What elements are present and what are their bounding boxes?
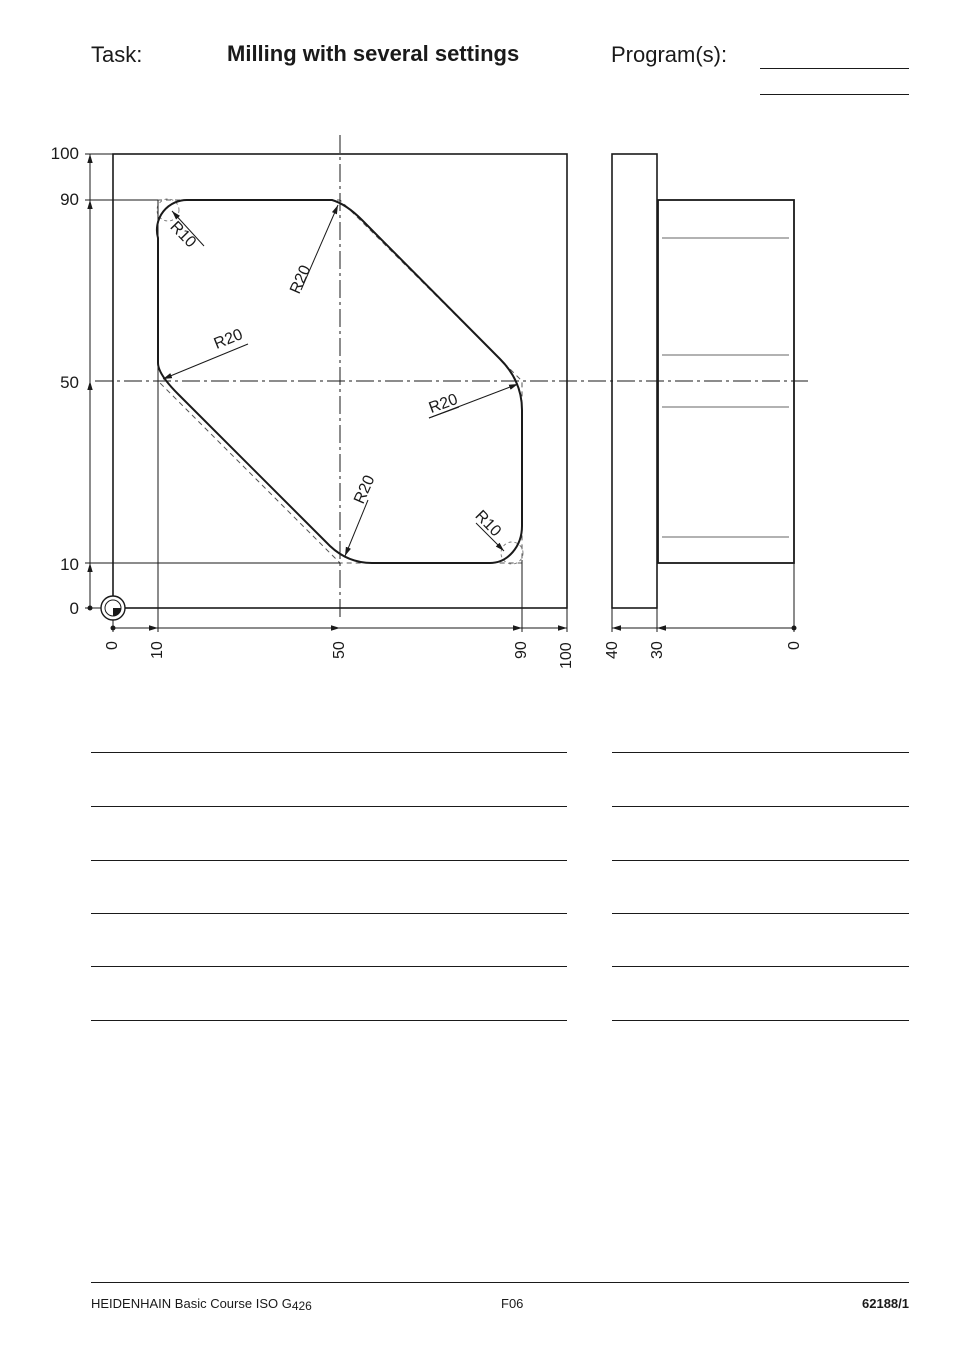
notes-line-left-6[interactable] [91, 1020, 567, 1021]
radius-label-r20-bottom: R20 [351, 472, 379, 507]
radius-label-r10-bottom: R10 [471, 507, 505, 541]
radius-label-r20-right: R20 [426, 391, 461, 418]
side-dimension-lines [612, 563, 794, 632]
notes-line-right-4[interactable] [612, 913, 909, 914]
notes-line-left-1[interactable] [91, 752, 567, 753]
notes-line-right-5[interactable] [612, 966, 909, 967]
footer-page-sub: 426 [291, 1299, 312, 1313]
x-label-10: 10 [149, 641, 166, 659]
side-origin-dot [792, 626, 797, 631]
footer-code: F06 [501, 1296, 524, 1311]
programs-label: Program(s): [611, 42, 728, 67]
footer-course [91, 1296, 312, 1313]
radius-label-r20-left: R20 [211, 326, 246, 353]
footer-doc-number: 62188/1 [862, 1296, 909, 1311]
y-label-50: 50 [60, 373, 79, 392]
notes-line-left-2[interactable] [91, 806, 567, 807]
x-label-50: 50 [331, 641, 348, 659]
task-title: Milling with several settings [227, 41, 520, 66]
notes-line-right-3[interactable] [612, 860, 909, 861]
side-x-label-40: 40 [604, 641, 621, 659]
side-x-label-0: 0 [786, 641, 803, 650]
x-label-100: 100 [558, 642, 575, 669]
center-lines [95, 135, 808, 620]
y-label-10: 10 [60, 555, 79, 574]
y-label-90: 90 [60, 190, 79, 209]
footer-course-text: HEIDENHAIN Basic Course ISO G [91, 1296, 292, 1311]
side-view-edges [662, 238, 789, 537]
y-origin-dot [88, 606, 93, 611]
datum-symbol-icon [101, 596, 125, 620]
x-label-0: 0 [104, 641, 121, 650]
x-label-90: 90 [513, 641, 530, 659]
notes-line-right-1[interactable] [612, 752, 909, 753]
radius-label-r10-top: R10 [166, 218, 200, 252]
notes-line-right-6[interactable] [612, 1020, 909, 1021]
notes-line-left-5[interactable] [91, 966, 567, 967]
notes-line-left-3[interactable] [91, 860, 567, 861]
task-label: Task: [91, 42, 143, 67]
x-origin-dot [111, 626, 116, 631]
y-label-100: 100 [50, 144, 79, 163]
footer-rule [91, 1282, 909, 1283]
y-label-0: 0 [69, 599, 79, 618]
side-x-label-30: 30 [649, 641, 666, 659]
radius-label-r20-top: R20 [287, 262, 315, 297]
notes-line-right-2[interactable] [612, 806, 909, 807]
notes-line-left-4[interactable] [91, 913, 567, 914]
